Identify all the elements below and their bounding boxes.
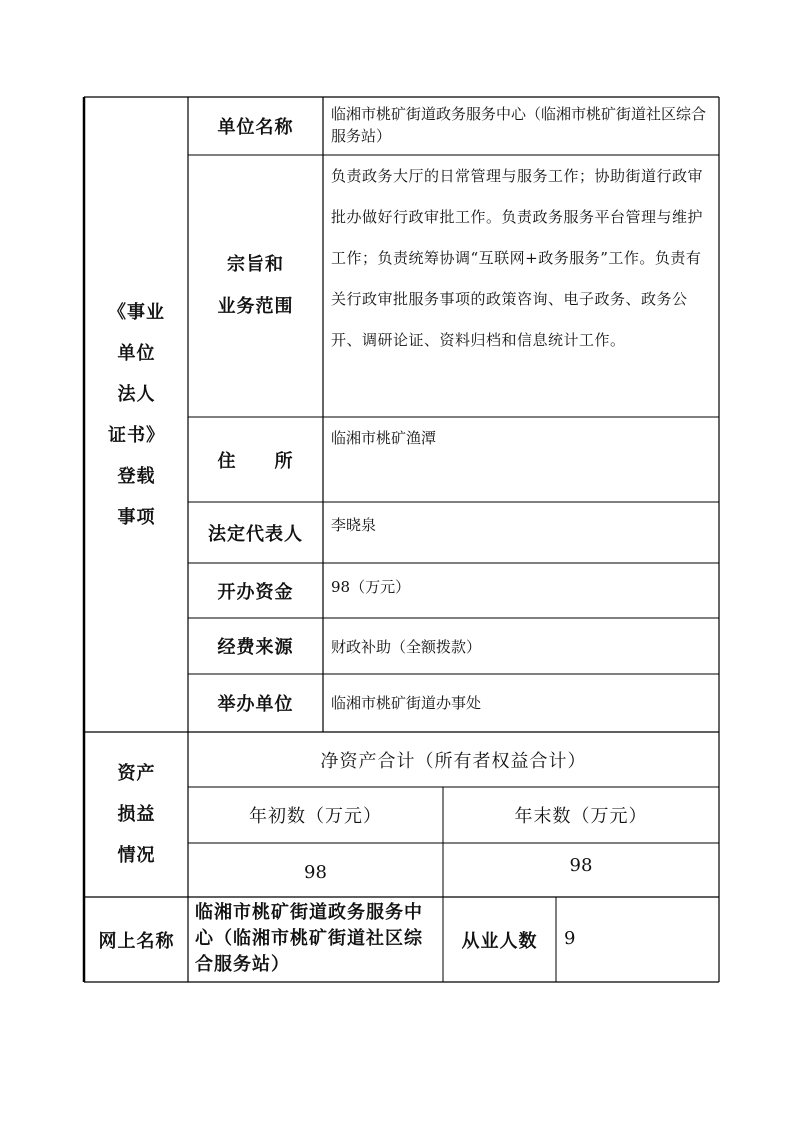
unit-name-label: 单位名称 xyxy=(217,117,294,138)
online-name-label: 网上名称 xyxy=(98,930,175,952)
scope-label xyxy=(188,155,323,417)
registration-title-line: 事项 xyxy=(117,506,156,528)
begin-year-header: 年初数（万元） xyxy=(249,806,382,827)
assets-title-line: 资产 xyxy=(117,763,156,784)
capital-value: 98（万元） xyxy=(331,578,411,596)
registration-section-title xyxy=(85,97,188,732)
sponsor-value: 临湘市桃矿街道办事处 xyxy=(331,694,482,712)
address-value: 临湘市桃矿渔潭 xyxy=(331,429,437,447)
sponsor-label: 举办单位 xyxy=(217,694,294,715)
funding-value: 财政补助（全额拨款） xyxy=(331,638,482,656)
legal-rep-label: 法定代表人 xyxy=(208,523,303,545)
scope-value: 负责政务大厅的日常管理与服务工作；协助街道行政审批办做好行政审批工作。负责政务服务平台管理与维护工作；负责统筹协调“互联网+政务服务”工作。负责有关行政审批服务事项的政策咨询、电子政务、政务公开、调研论证、资料归档和信息统计工作。 xyxy=(331,167,704,349)
begin-year-value: 98 xyxy=(304,862,327,883)
staff-count-value: 9 xyxy=(564,928,576,949)
registration-title-line: 法人 xyxy=(117,383,156,405)
registration-title-line: 证书》 xyxy=(108,424,165,446)
capital-label: 开办资金 xyxy=(217,581,294,603)
assets-title-line: 损益 xyxy=(117,804,156,825)
end-year-header: 年末数（万元） xyxy=(514,806,648,827)
unit-name-value: 临湘市桃矿街道政务服务中心（临湘市桃矿街道社区综合服务站） xyxy=(331,105,707,145)
staff-count-label: 从业人数 xyxy=(461,930,538,952)
online-name-value: 临湘市桃矿街道政务服务中心（临湘市桃矿街道社区综合服务站） xyxy=(195,902,423,975)
registration-title-line: 《事业 xyxy=(108,301,165,323)
scope-label-line: 业务范围 xyxy=(217,296,294,317)
assets-section-title xyxy=(85,732,188,897)
net-assets-header: 净资产合计（所有者权益合计） xyxy=(320,750,587,772)
end-year-value: 98 xyxy=(569,854,593,876)
address-label: 住 所 xyxy=(217,450,294,472)
scope-label-line: 宗旨和 xyxy=(227,254,284,275)
assets-title-line: 情况 xyxy=(117,845,156,866)
funding-label: 经费来源 xyxy=(217,637,294,658)
registration-title-line: 登载 xyxy=(117,465,156,487)
legal-rep-value: 李晓泉 xyxy=(331,516,377,534)
registration-title-line: 单位 xyxy=(117,342,156,364)
